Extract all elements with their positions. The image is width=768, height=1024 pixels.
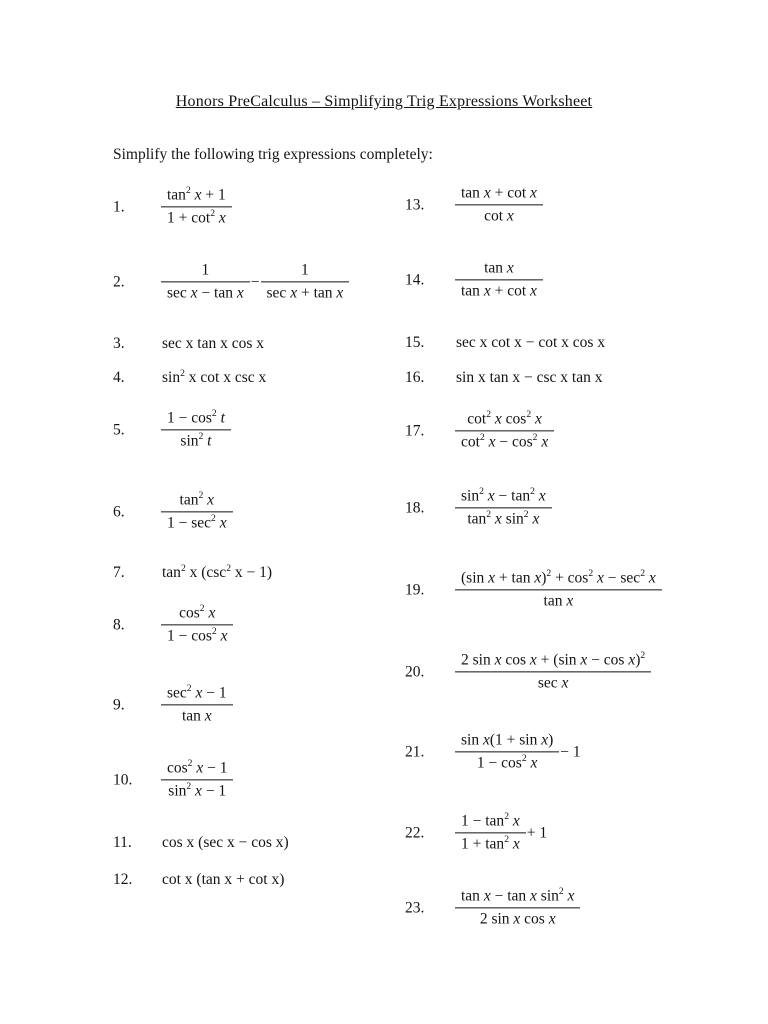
problem-number: 4. xyxy=(113,369,125,386)
problem-item xyxy=(113,335,265,353)
problem-expression xyxy=(161,871,285,889)
problem-item xyxy=(405,730,582,773)
problems-column-left xyxy=(113,0,403,1024)
problem-number: 16. xyxy=(405,369,425,386)
fraction xyxy=(261,260,350,303)
fraction-numerator: $\cos^2 x$ xyxy=(161,603,233,625)
fraction xyxy=(455,486,552,529)
problem-expression xyxy=(455,183,543,226)
fraction-numerator: $\sin^2 x - \tan^2 x$ xyxy=(455,486,552,508)
fraction xyxy=(455,183,543,226)
problem-item xyxy=(113,260,349,303)
fraction-denominator: $\tan^2 x$ $\sin^2 x$ xyxy=(467,509,540,528)
problem-expression xyxy=(455,369,604,387)
problem-item xyxy=(405,409,554,452)
fraction xyxy=(455,568,662,611)
problem-number: 11. xyxy=(113,834,132,851)
fraction-denominator: 2 sin x cos x xyxy=(479,910,556,928)
expression-text: sin x tan x − csc x tan x xyxy=(456,369,603,386)
worksheet-title: Honors PreCalculus – Simplifying Trig Expressions Worksheet xyxy=(175,93,593,110)
problem-expression xyxy=(161,260,349,303)
fraction xyxy=(455,409,554,452)
problem-number: 15. xyxy=(405,334,425,351)
fraction-numerator: sin x(1 + sin x) xyxy=(455,730,559,752)
problem-expression xyxy=(161,408,231,451)
problem-item xyxy=(405,486,552,529)
problem-item xyxy=(405,568,662,611)
fraction-numerator: $\sec^2 x - 1$ xyxy=(161,683,233,705)
problem-expression xyxy=(455,258,543,301)
fraction-numerator: 1 xyxy=(161,260,250,282)
fraction xyxy=(161,603,233,646)
problem-number: 12. xyxy=(113,871,133,888)
problem-number: 5. xyxy=(113,421,125,438)
fraction-denominator: cot x xyxy=(484,207,514,225)
problem-item xyxy=(405,650,651,693)
problem-item xyxy=(113,871,285,889)
problem-number: 13. xyxy=(405,196,425,213)
problem-expression xyxy=(455,409,554,452)
fraction-numerator: tan x xyxy=(455,258,543,280)
problems-column-right xyxy=(405,0,745,1024)
problem-number: 6. xyxy=(113,503,125,520)
problem-number: 23. xyxy=(405,899,425,916)
problem-expression xyxy=(455,811,548,854)
fraction-numerator: (sin $x + \tan x)^2 + \cos^2 x - \sec^2 x$ xyxy=(455,568,662,590)
problem-item xyxy=(113,758,233,801)
problem-number: 20. xyxy=(405,663,425,680)
fraction-numerator: $\tan^2 x$ xyxy=(161,490,233,512)
fraction xyxy=(455,730,559,773)
fraction xyxy=(161,683,233,726)
fraction-denominator: $1 + \tan^2 x$ xyxy=(461,834,520,853)
problem-number: 18. xyxy=(405,499,425,516)
problem-expression xyxy=(455,650,651,693)
problem-item xyxy=(405,811,548,854)
fraction-denominator: tan x xyxy=(543,592,574,610)
problem-number: 1. xyxy=(113,198,125,215)
fraction-numerator: $1 - \cos^2 t$ xyxy=(161,408,231,430)
fraction-denominator: $\cot^2 x - \cos^2 x$ xyxy=(461,432,549,451)
fraction xyxy=(161,490,233,533)
fraction-numerator: $\tan^2 x + 1$ xyxy=(161,185,232,207)
problem-number: 19. xyxy=(405,581,425,598)
problem-item xyxy=(405,334,606,352)
fraction-numerator: $\cot^2 x$ $\cos^2 x$ xyxy=(455,409,554,431)
expression-text: − 1 xyxy=(560,743,581,760)
problem-number: 2. xyxy=(113,273,125,290)
fraction xyxy=(161,758,233,801)
expression-text: sec x tan x cos x xyxy=(162,335,265,352)
problem-number: 9. xyxy=(113,696,125,713)
expression-text: − xyxy=(250,273,260,290)
fraction-denominator: $1 - \cos^2 x$ xyxy=(476,753,538,772)
problem-expression xyxy=(161,564,273,582)
fraction-numerator: $\cos^2 x - 1$ xyxy=(161,758,233,780)
problem-number: 21. xyxy=(405,743,425,760)
problem-item xyxy=(405,886,580,929)
fraction-denominator: tan x + cot x xyxy=(461,282,537,300)
problem-expression xyxy=(161,335,265,353)
fraction xyxy=(455,258,543,301)
problem-item xyxy=(113,564,273,582)
problem-expression xyxy=(455,730,582,773)
problem-expression xyxy=(455,568,662,611)
fraction-denominator: $1 - \cos^2 x$ xyxy=(167,626,228,645)
problem-expression xyxy=(161,683,233,726)
fraction-denominator: sec x − tan x xyxy=(167,284,244,302)
instructions-text: Simplify the following trig expressions completely: xyxy=(113,146,433,163)
problem-number: 17. xyxy=(405,422,425,439)
problem-expression xyxy=(455,486,552,529)
problem-item xyxy=(113,490,233,533)
problem-expression xyxy=(161,369,267,387)
fraction-denominator: $\sin^2 x - 1$ xyxy=(168,781,227,800)
problem-expression xyxy=(161,185,232,228)
fraction xyxy=(161,260,250,303)
problem-item xyxy=(113,408,231,451)
problem-number: 8. xyxy=(113,616,125,633)
problem-expression xyxy=(161,490,233,533)
expression-text: + 1 xyxy=(526,824,548,841)
fraction-denominator: $1 + \cot^2 x$ xyxy=(167,208,226,227)
fraction-numerator: tan x − tan x $\sin^2 x$ xyxy=(455,886,580,908)
problem-item xyxy=(113,683,233,726)
problem-item xyxy=(113,603,233,646)
problem-number: 14. xyxy=(405,271,425,288)
expression-text: sec x cot x − cot x cos x xyxy=(456,334,606,351)
fraction-numerator: tan x + cot x xyxy=(455,183,543,205)
fraction-denominator: $1 - \sec^2 x$ xyxy=(167,513,227,532)
problem-expression xyxy=(161,603,233,646)
problem-expression xyxy=(455,886,580,929)
problem-expression xyxy=(161,834,290,852)
problem-expression xyxy=(161,758,233,801)
fraction-numerator: 2 sin x cos x + (sin x − cos x)$^2$ xyxy=(455,650,651,672)
problem-item xyxy=(113,369,267,387)
problem-number: 3. xyxy=(113,335,125,352)
fraction-denominator: $\sin^2 t$ xyxy=(180,431,212,450)
expression-text: $\tan^2 x$ ($\csc^2$ x − 1) xyxy=(162,562,273,581)
fraction xyxy=(161,185,232,228)
fraction-denominator: sec x + tan x xyxy=(266,284,344,302)
fraction-numerator: $1 - \tan^2 x$ xyxy=(455,811,526,833)
fraction xyxy=(455,886,580,929)
problem-number: 7. xyxy=(113,564,125,581)
problem-item xyxy=(405,183,543,226)
fraction xyxy=(161,408,231,451)
problem-item xyxy=(113,185,232,228)
fraction-denominator: tan x xyxy=(181,707,212,725)
expression-text: cot x (tan x + cot x) xyxy=(162,871,285,888)
problem-number: 10. xyxy=(113,771,133,788)
expression-text: cos x (sec x − cos x) xyxy=(162,834,289,851)
fraction-numerator: 1 xyxy=(261,260,350,282)
problem-item xyxy=(113,834,290,852)
problem-expression xyxy=(455,334,606,352)
problem-item xyxy=(405,369,604,387)
fraction-denominator: sec x xyxy=(537,674,569,692)
fraction xyxy=(455,811,526,854)
problem-item xyxy=(405,258,543,301)
expression-text: $\sin^2 x$ cot x csc x xyxy=(162,367,267,386)
problem-number: 22. xyxy=(405,824,425,841)
fraction xyxy=(455,650,651,693)
